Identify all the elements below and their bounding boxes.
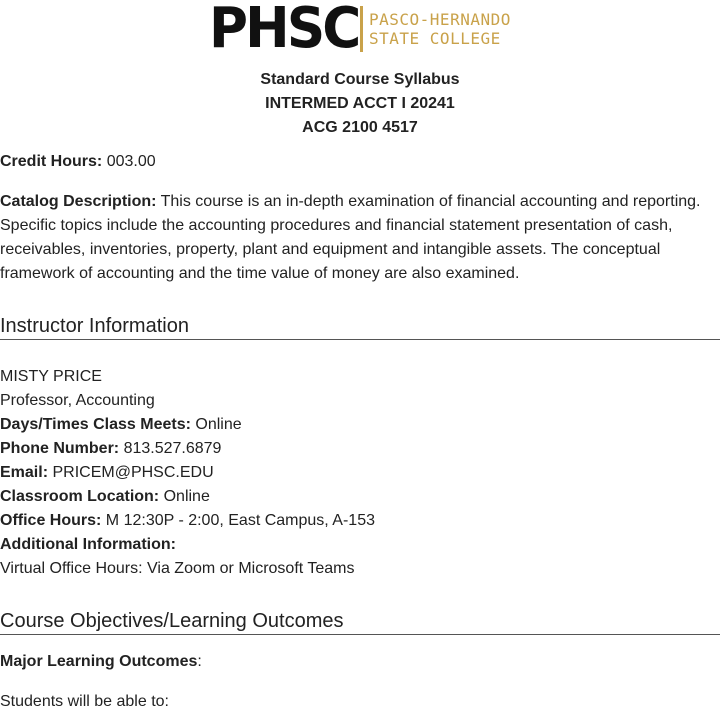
credit-hours-label: Credit Hours: [0,153,103,170]
office-hours-value: M 12:30P - 2:00, East Campus, A-153 [105,512,375,529]
major-learning-outcomes-colon: : [197,653,202,670]
course-name: INTERMED ACCT I 20241 [265,95,455,112]
classroom-label: Classroom Location: [0,488,160,505]
class-meeting-label: Days/Times Class Meets: [0,416,191,433]
phsc-logo [209,0,511,61]
catalog-description [0,190,716,286]
logo-divider [360,6,363,52]
catalog-description-label: Catalog Description: [0,193,157,210]
major-learning-outcomes-label: Major Learning Outcomes [0,653,198,670]
classroom-value: Online [163,488,210,505]
logo-wordmark [369,10,511,48]
classroom-location [0,485,210,509]
email [0,461,214,485]
additional-information-value: Virtual Office Hours: Via Zoom or Microsoft Teams [0,560,355,577]
additional-information-label: Additional Information: [0,536,176,553]
email-label: Email: [0,464,49,481]
additional-information [0,533,176,557]
objectives-heading: Course Objectives/Learning Outcomes [0,610,344,632]
course-code: ACG 2100 4517 [302,119,418,136]
phone-value: 813.527.6879 [123,440,222,457]
class-meeting-value: Online [195,416,242,433]
email-value: PRICEM@PHSC.EDU [52,464,214,481]
logo-line-1: PASCO-HERNANDO [369,10,511,29]
office-hours-label: Office Hours: [0,512,102,529]
objectives-divider [0,634,720,635]
instructor-title: Professor, Accounting [0,392,155,409]
logo-line-2: STATE COLLEGE [369,29,501,48]
syllabus-header [0,68,720,140]
logo-mark: PHSC [209,0,359,61]
office-hours [0,509,375,533]
instructor-divider [0,339,720,340]
credit-hours-value: 003.00 [106,153,156,170]
credit-hours [0,150,720,174]
class-meeting-times [0,413,242,437]
instructor-heading: Instructor Information [0,315,189,337]
phone-label: Phone Number: [0,440,120,457]
catalog-description-text: This course is an in-depth examination of financial accounting and reporting. Specific topics include the accounting procedures and financial statement presentation of cash, receivables, inventories, property, plant and equipment and intangible assets. The conceptual framework of accounting and the time value of money are also examined. [0,193,701,282]
phone-number [0,437,221,461]
major-learning-outcomes [0,650,202,674]
syllabus-title: Standard Course Syllabus [260,71,460,88]
instructor-name: MISTY PRICE [0,368,102,385]
students-intro: Students will be able to: [0,693,169,710]
